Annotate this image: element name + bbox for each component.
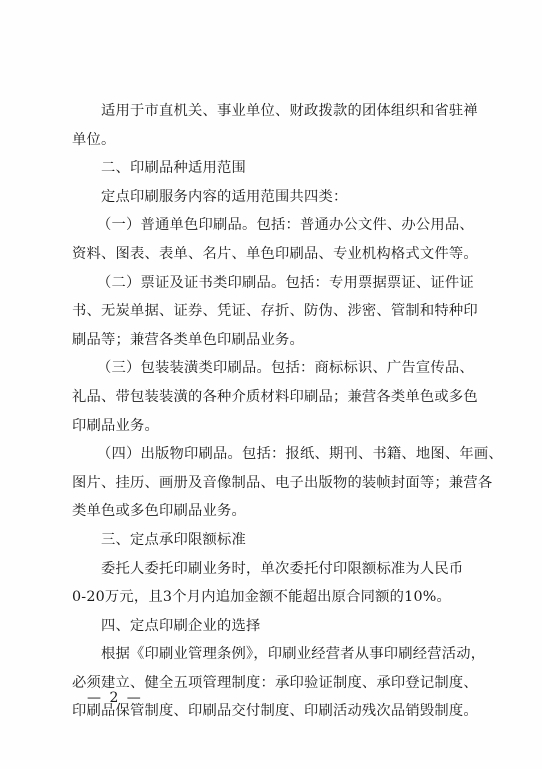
paragraph-line: 图片、挂历、画册及音像制品、电子出版物的装帧封面等；兼营各 xyxy=(72,474,493,491)
paragraph-line: 印刷品保管制度、印刷品交付制度、印刷活动残次品销毁制度。 xyxy=(72,703,478,720)
paragraph-line: 书、无炭单据、证券、凭证、存折、防伪、涉密、管制和特种印 xyxy=(72,303,478,320)
paragraph-line: 类单色或多色印刷品业务。 xyxy=(72,503,246,520)
paragraph-line: 印刷品业务。 xyxy=(72,417,159,434)
section-heading: 三、定点承印限额标准 xyxy=(101,531,246,548)
paragraph-line: 0-20万元，且3个月内追加金额不能超出原合同额的10%。 xyxy=(72,589,452,606)
paragraph-line: 单位。 xyxy=(72,131,116,148)
paragraph-line: 定点印刷服务内容的适用范围共四类： xyxy=(101,188,348,205)
paragraph-line: 必须建立、健全五项管理制度：承印验证制度、承印登记制度、 xyxy=(72,674,478,691)
list-item-heading: （一）普通单色印刷品。包括：普通办公文件、办公用品、 xyxy=(97,217,474,234)
page-number: — 2 — xyxy=(87,690,143,706)
paragraph-line: 资料、图表、表单、名片、单色印刷品、专业机构格式文件等。 xyxy=(72,245,478,262)
section-heading: 二、印刷品种适用范围 xyxy=(101,160,246,177)
paragraph-line: 根据《印刷业管理条例》，印刷业经营者从事印刷经营活动， xyxy=(101,646,486,663)
paragraph-line: 礼品、带包装装潢的各种介质材料印刷品；兼营各类单色或多色 xyxy=(72,388,478,405)
document-body xyxy=(72,97,503,726)
paragraph-line: 委托人委托印刷业务时，单次委托付印限额标准为人民币 xyxy=(101,560,464,577)
list-item-heading: （二）票证及证书类印刷品。包括：专用票据票证、证件证 xyxy=(97,274,474,291)
list-item-heading: （四）出版物印刷品。包括：报纸、期刊、书籍、地图、年画、 xyxy=(97,446,503,463)
paragraph-line: 适用于市直机关、事业单位、财政拨款的团体组织和省驻禅 xyxy=(101,103,478,119)
paragraph-line: 刷品等；兼营各类单色印刷品业务。 xyxy=(72,331,304,348)
list-item-heading: （三）包装装潢类印刷品。包括：商标标识、广告宣传品、 xyxy=(97,360,474,377)
section-heading: 四、定点印刷企业的选择 xyxy=(101,617,261,634)
